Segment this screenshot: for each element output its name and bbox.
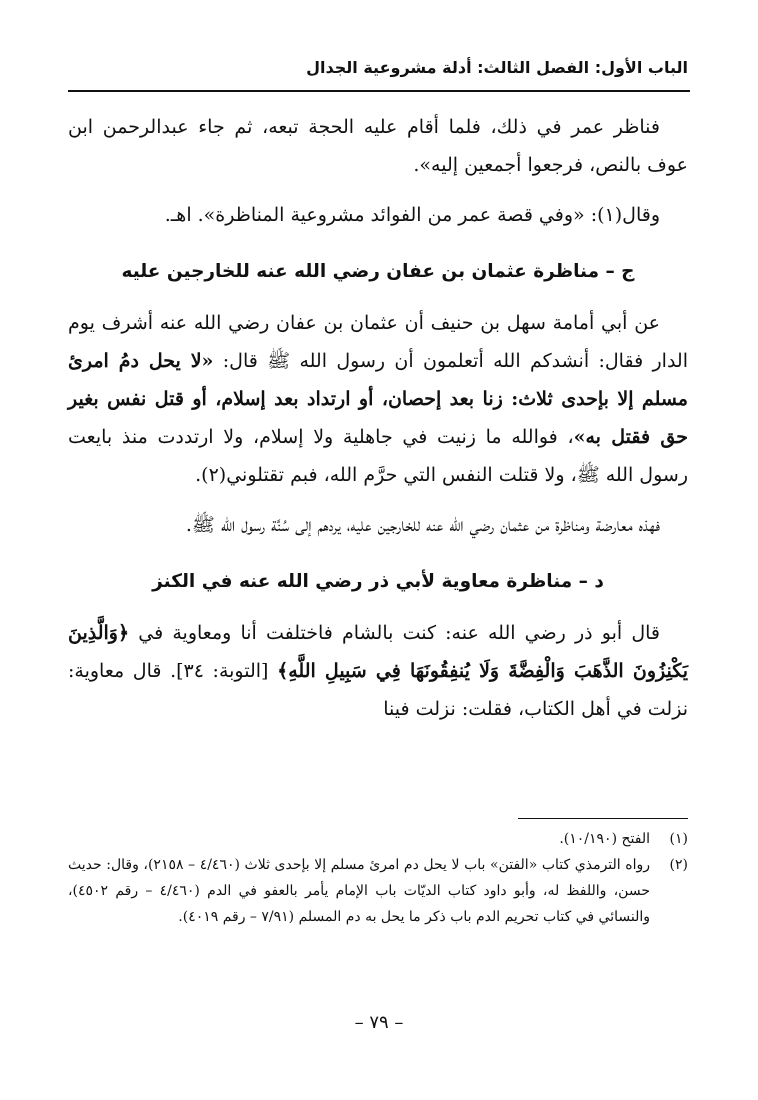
- paragraph-uthman-commentary: فهذه معارضة ومناظرة من عثمان رضي الله عنه للخارجين عليه، يردهم إلى سُنَّة رسول الله ﷺ.: [185, 514, 660, 536]
- footnote-text: رواه الترمذي كتاب «الفتن» باب لا يحل دم امرئ مسلم إلا بإحدى ثلاث (٤/٤٦٠ – ٢١٥٨)، وقال: حديث حسن، واللفظ له، وأبو داود كتاب الديّات باب الإمام يأمر بالعفو في الدم (٤/٤٦٠ – رقم ٤٥٠٢)، والنسائي في كتاب تحريم الدم باب ذكر ما يحل به دم المسلم (٧/٩١ – رقم ٤٠١٩).: [68, 857, 651, 925]
- spacer: [68, 184, 688, 196]
- header-rule: [68, 90, 690, 92]
- footnote-item: [68, 826, 688, 852]
- running-header: الباب الأول: الفصل الثالث: أدلة مشروعية الجدال: [306, 58, 688, 77]
- footnote-rule: [518, 818, 688, 819]
- quran-verse: ﴿وَالَّذِينَ يَكْنِزُونَ الذَّهَبَ وَالْفِضَّةَ وَلَا يُنفِقُونَهَا فِي سَبِيلِ اللَّهِ﴾: [68, 622, 688, 682]
- paragraph-uthman-hadith: [68, 304, 688, 494]
- hadith-continuation: ، فوالله ما زنيت في جاهلية ولا إسلام، ولا ارتددت منذ بايعت رسول الله ﷺ، ولا قتلت النفس التي حرَّم الله، فبم تقتلوني(٢).: [68, 426, 688, 486]
- footnote-number: (١): [669, 831, 688, 847]
- page-number: – ٧٩ –: [354, 1012, 404, 1033]
- section-heading-muawiya: د – مناظرة معاوية لأبي ذر رضي الله عنه في الكنز: [152, 571, 604, 592]
- narration-continuation: [التوبة: ٣٤]. قال معاوية: نزلت في أهل الكتاب، فقلت: نزلت فينا: [68, 660, 688, 720]
- spacer: [68, 494, 688, 506]
- hadith-text: «لا يحل دمُ امرئ مسلم إلا بإحدى ثلاث: زنا بعد إحصان، أو ارتداد بعد إسلام، أو قتل نفس بغير حق فقتل به»: [68, 350, 688, 448]
- paragraph-abu-dharr: [68, 614, 688, 728]
- footnote-item: [68, 852, 688, 930]
- main-text: [68, 108, 688, 728]
- narration-intro: قال أبو ذر رضي الله عنه: كنت بالشام فاختلفت أنا ومعاوية في: [129, 622, 660, 644]
- footnote-number: (٢): [669, 857, 688, 873]
- hadith-intro: عن أبي أمامة سهل بن حنيف أن عثمان بن عفان رضي الله عنه أشرف يوم الدار فقال: أنشدكم الله أتعلمون أن رسول الله ﷺ قال:: [68, 312, 688, 372]
- footnotes: [68, 826, 688, 930]
- paragraph-umar-conclusion: فناظر عمر في ذلك، فلما أقام عليه الحجة تبعه، ثم جاء عبدالرحمن ابن عوف بالنص، فرجعوا أجمعين إليه».: [68, 116, 688, 176]
- footnote-text: الفتح (١٠/١٩٠).: [559, 831, 650, 847]
- paragraph-quote-benefits: وقال(١): «وفي قصة عمر من الفوائد مشروعية المناظرة». اهـ.: [164, 204, 660, 226]
- section-heading-uthman: ج – مناظرة عثمان بن عفان رضي الله عنه للخارجين عليه: [121, 261, 635, 282]
